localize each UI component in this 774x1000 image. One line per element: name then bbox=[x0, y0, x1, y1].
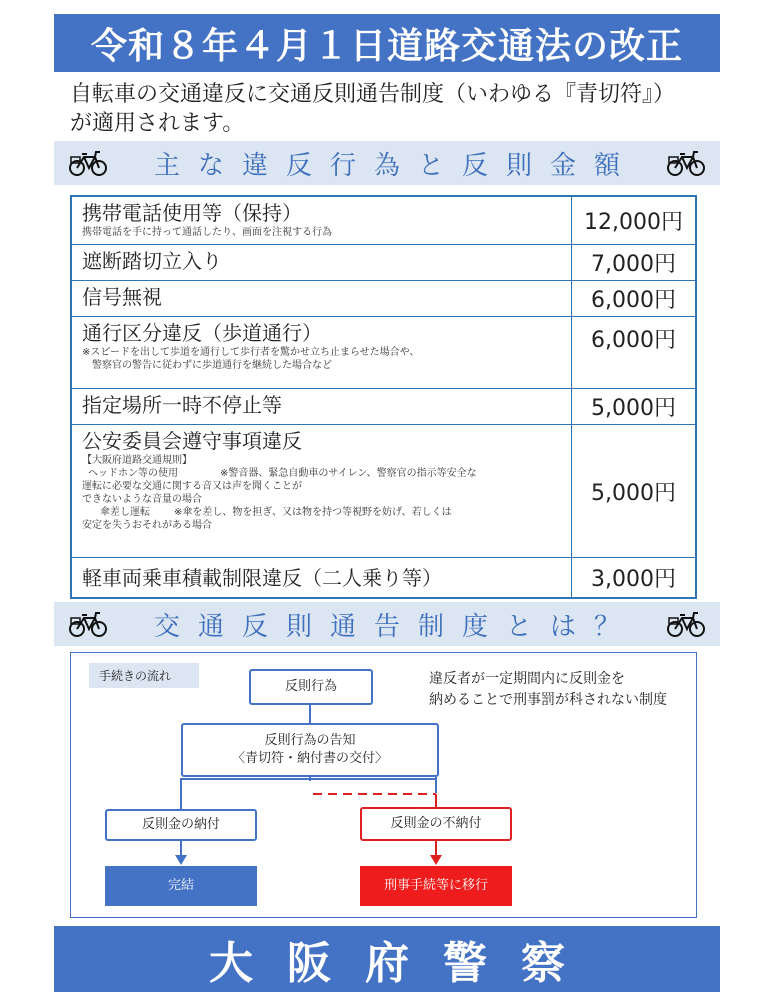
arrow-paid-head bbox=[175, 855, 187, 865]
fine-note-line-1: ※スピードを出して歩道を通行して歩行者を驚かせ立ち止まらせた場合や、 bbox=[82, 347, 420, 358]
section-heading-fines bbox=[54, 141, 720, 185]
table-row bbox=[72, 389, 695, 425]
section-title-fines: 主な違反行為と反則金額 bbox=[153, 150, 638, 181]
headphone-text-1: ※警音器、緊急自動車のサイレン、警察官の指示等安全な bbox=[220, 468, 477, 479]
flow-step-notice-line-1: 反則行為の告知 bbox=[264, 733, 356, 748]
table-row bbox=[72, 197, 695, 245]
flow-result-complete bbox=[105, 866, 257, 906]
flow-step-violation bbox=[249, 669, 373, 705]
fine-amount: 6,000円 bbox=[591, 288, 676, 313]
bicycle-icon bbox=[666, 148, 706, 178]
intro-line-1: 自転車の交通違反に交通反則通告制度（いわゆる『青切符』） bbox=[70, 82, 676, 107]
intro-line-2: が適用されます。 bbox=[70, 111, 245, 136]
rule-line bbox=[82, 467, 561, 480]
table-row bbox=[72, 425, 695, 558]
fine-amount: 3,000円 bbox=[591, 567, 676, 592]
rule-line bbox=[82, 506, 561, 519]
flow-panel bbox=[70, 652, 697, 918]
flow-step-notice-line-2: 〈青切符・納付書の交付〉 bbox=[231, 751, 388, 766]
footer-title: 大阪府警察 bbox=[209, 938, 599, 989]
section-title-system: 交通反則通告制度とは？ bbox=[153, 611, 638, 642]
bicycle-icon bbox=[68, 609, 108, 639]
bicycle-icon bbox=[666, 609, 706, 639]
fines-table bbox=[70, 195, 697, 599]
flow-result-criminal bbox=[360, 866, 512, 906]
table-row bbox=[72, 281, 695, 317]
rule-heading: 【大阪府道路交通規則】 bbox=[82, 455, 192, 466]
fine-description bbox=[72, 317, 572, 388]
fine-description bbox=[72, 245, 572, 280]
umbrella-label: 傘差し運転 bbox=[100, 507, 150, 518]
flow-step-paid-label: 反則金の納付 bbox=[141, 817, 220, 832]
intro-text bbox=[70, 80, 720, 138]
headphone-label: ヘッドホン等の使用 bbox=[88, 468, 178, 479]
fine-title: 遮断踏切立入り bbox=[82, 249, 222, 273]
page-title-banner bbox=[54, 14, 720, 72]
fine-amount: 5,000円 bbox=[591, 480, 676, 506]
fine-title: 指定場所一時不停止等 bbox=[82, 393, 282, 417]
fine-amount: 6,000円 bbox=[591, 328, 676, 353]
footer-banner bbox=[54, 926, 720, 992]
flow-note-line-1: 違反者が一定期間内に反則金を bbox=[429, 671, 625, 687]
fine-note-line-2: 警察官の警告に従わずに歩道通行を継続した場合など bbox=[92, 360, 332, 371]
fine-title: 公安委員会遵守事項違反 bbox=[82, 429, 302, 453]
headphone-text-2: 運転に必要な交通に関する音又は声を聞くことが bbox=[82, 481, 302, 492]
arrow-unpaid-head bbox=[430, 855, 442, 865]
page-title: 令和８年４月１日道路交通法の改正 bbox=[90, 25, 683, 67]
section-heading-system bbox=[54, 602, 720, 646]
fine-amount: 7,000円 bbox=[591, 252, 676, 277]
fine-title: 信号無視 bbox=[82, 285, 162, 309]
fine-note: 携帯電話を手に持って通話したり、画面を注視する行為 bbox=[82, 227, 332, 238]
connector-step2-split bbox=[181, 779, 436, 793]
fine-description bbox=[72, 281, 572, 316]
flow-result-criminal-label: 刑事手続等に移行 bbox=[383, 878, 488, 893]
flow-result-complete-label: 完結 bbox=[167, 878, 194, 893]
fine-description bbox=[72, 425, 572, 557]
fine-title: 軽車両乗車積載制限違反（二人乗り等） bbox=[82, 565, 442, 590]
table-row bbox=[72, 245, 695, 281]
fine-description bbox=[72, 389, 572, 424]
flow-step-notice bbox=[181, 723, 439, 777]
umbrella-text-2: 安定を失うおそれがある場合 bbox=[82, 520, 212, 531]
table-row bbox=[72, 558, 695, 597]
fine-amount: 5,000円 bbox=[591, 396, 676, 421]
fine-amount: 12,000円 bbox=[584, 210, 683, 235]
fine-description bbox=[72, 197, 572, 244]
headphone-text-3: できないような音量の場合 bbox=[82, 494, 202, 505]
flow-step-unpaid-label: 反則金の不納付 bbox=[390, 816, 482, 831]
fine-title: 携帯電話使用等（保持） bbox=[82, 201, 302, 225]
bicycle-icon bbox=[68, 148, 108, 178]
fine-description bbox=[72, 558, 572, 597]
fine-title: 通行区分違反（歩道通行） bbox=[82, 321, 322, 345]
flow-note-line-2: 納めることで刑事罰が科されない制度 bbox=[429, 692, 667, 708]
flow-note bbox=[429, 669, 689, 711]
flow-step-violation-label: 反則行為 bbox=[284, 679, 337, 694]
flow-step-paid bbox=[105, 809, 257, 841]
flow-step-unpaid bbox=[360, 807, 512, 841]
flow-label: 手続きの流れ bbox=[89, 663, 199, 688]
table-row bbox=[72, 317, 695, 389]
umbrella-text-1: ※傘を差し、物を担ぎ、又は物を持つ等視野を妨げ、若しくは bbox=[174, 507, 452, 518]
